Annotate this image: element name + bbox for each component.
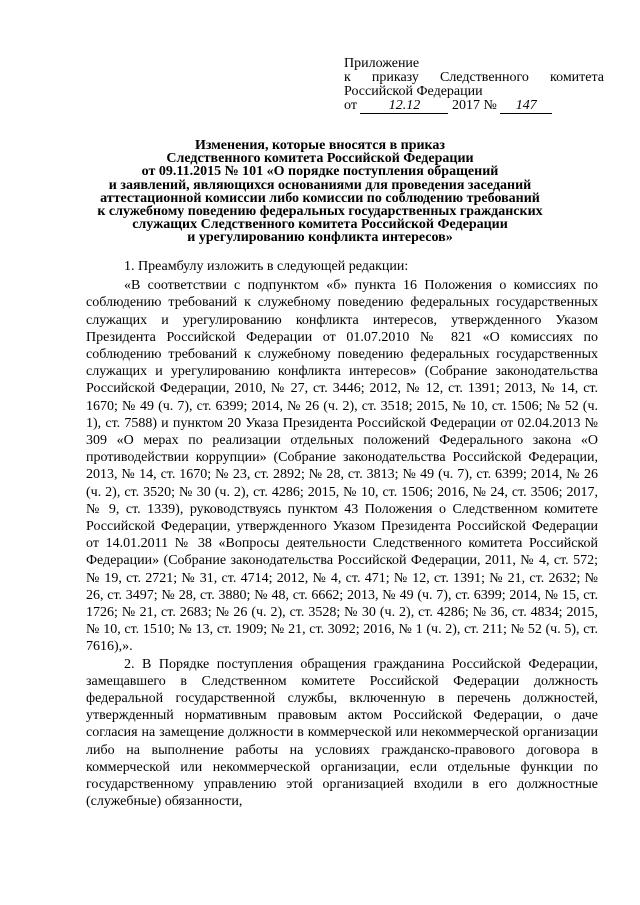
appendix-order-line: к приказу Следственного комитета xyxy=(344,70,604,85)
heading-line: служащих Следственного комитета Российской Федерации xyxy=(132,217,508,233)
heading-line: от 09.11.2015 № 101 «О порядке поступления обращений xyxy=(141,164,499,180)
heading-line: и заявлений, являющихся основаниями для проведения заседаний xyxy=(108,177,532,193)
handwritten-date: 12.12 xyxy=(360,99,448,114)
heading-line: и урегулированию конфликта интересов» xyxy=(187,230,453,246)
document-body xyxy=(86,258,598,811)
heading-line: к служебному поведению федеральных государственных гражданских xyxy=(97,204,543,220)
appendix-agency-line: Российской Федерации xyxy=(344,84,483,99)
paragraph-item-1: 1. Преамбулу изложить в следующей редакции: xyxy=(124,259,409,274)
paragraph-item-2: 2. В Порядке поступления обращения гражданина Российской Федерации, замещавшего в Следственном комитете Российской Федерации должность федеральной государственной службы, включенную в перечень должностей, утвержденный нормативным правовым актом Российской Федерации, о даче согласия на замещение должности в коммерческой или некоммерческой организации либо на выполнение работы на условиях гражданско-правового договора в коммерческой или некоммерческой организации, если отдельные функции по государственному управлению этой организацией входили в его должностные (служебные) обязанности, xyxy=(86,656,598,810)
heading-line: Следственного комитета Российской Федерации xyxy=(166,151,474,167)
paragraph-preamble-quote: «В соответствии с подпунктом «б» пункта 16 Положения о комиссиях по соблюдению требований к служебному поведению федеральных государственных служащих и урегулированию конфликта интересов, утвержденного Указом Президента Российской Федерации от 01.07.2010 № 821 «О комиссиях по соблюдению требований к служебному поведению федеральных государственных служащих и урегулированию конфликта интересов» (Собрание законодательства Российской Федерации, 2010, № 27, ст. 3446; 2012, № 12, ст. 1391; 2013, № 14, ст. 1670; № 49 (ч. 7), ст. 6399; 2014, № 26 (ч. 2), ст. 3518; 2015, № 10, ст. 1506; № 52 (ч. 1), ст. 7588) и пунктом 20 Указа Президента Российской Федерации от 02.04.2013 № 309 «О мерах по реализации отдельных положений Федерального закона «О противодействии коррупции» (Собрание законодательства Российской Федерации, 2013, № 14, ст. 1670; № 23, ст. 2892; № 28, ст. 3813; № 49 (ч. 7), ст. 6399; 2014, № 26 (ч. 2), ст. 3520; № 30 (ч. 2), ст. 4286; 2015, № 10, ст. 1506; 2016, № 24, ст. 3506; 2017, № 9, ст. 1339), руководствуясь пунктом 43 Положения о Следственном комитете Российской Федерации, утвержденного Указом Президента Российской Федерации от 14.01.2011 № 38 «Вопросы деятельности Следственного комитета Российской Федерации» (Собрание законодательства Российской Федерации, 2011, № 4, ст. 572; № 19, ст. 2721; № 31, ст. 4714; 2012, № 4, ст. 471; № 12, ст. 1391; № 21, ст. 2632; № 26, ст. 3497; № 28, ст. 3880; № 48, ст. 6662; 2013, № 49 (ч. 7), ст. 6399; 2014, № 15, ст. 1726; № 21, ст. 2683; № 26 (ч. 2), ст. 3528; № 30 (ч. 2), ст. 4286; № 36, ст. 4834; 2015, № 10, ст. 1510; № 13, ст. 1909; № 21, ст. 3092; 2016, № 1 (ч. 2), ст. 211; № 52 (ч. 5), ст. 7616),». xyxy=(86,278,598,655)
appendix-from-label: от xyxy=(344,98,357,113)
appendix-block xyxy=(344,57,604,114)
heading-line: Изменения, которые вносятся в приказ xyxy=(194,138,446,153)
appendix-year-label: 2017 № xyxy=(451,98,497,113)
handwritten-number: 147 xyxy=(500,99,552,114)
appendix-title: Приложение xyxy=(344,56,420,71)
heading-line: аттестационной комиссии либо комиссии по соблюдению требований xyxy=(100,190,540,206)
appendix-date-row xyxy=(344,99,604,114)
document-heading xyxy=(86,139,554,245)
